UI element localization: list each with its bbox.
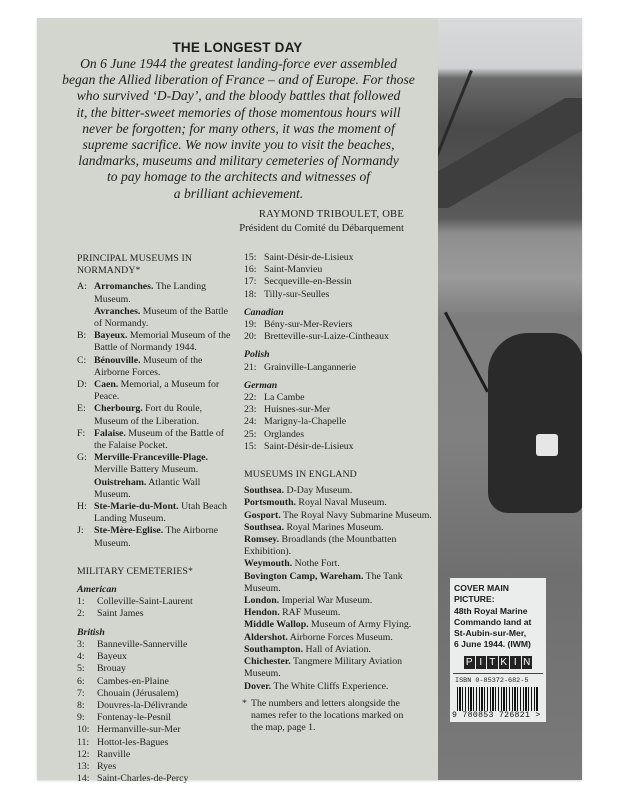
museum-place: Ste-Marie-du-Mont. bbox=[94, 501, 179, 513]
list-item bbox=[77, 712, 237, 724]
list-item: Middle Wallop. Museum of Army Flying. bbox=[244, 619, 412, 631]
location-number: 25: bbox=[244, 428, 257, 440]
museum-place: Romsey. bbox=[244, 534, 280, 546]
list-item bbox=[77, 749, 237, 761]
museum-place: Chichester. bbox=[244, 656, 291, 668]
cemetery-name: Brouay bbox=[97, 663, 126, 675]
list-item bbox=[77, 428, 237, 452]
intro-line: never be forgotten; for many others, it was the moment of bbox=[82, 120, 395, 136]
museum-text: Cherbourg. Fort du Roule, Museum of the Liberation. bbox=[94, 403, 203, 427]
cemeteries-heading: MILITARY CEMETERIES* bbox=[77, 565, 193, 577]
location-key: F: bbox=[77, 427, 86, 439]
museum-place: Aldershot. bbox=[244, 631, 288, 643]
list-item bbox=[77, 379, 237, 403]
list-item bbox=[77, 501, 237, 525]
list-item bbox=[244, 319, 434, 331]
museum-text: Ste-Mère-Eglise. The Airborne Museum. bbox=[94, 525, 218, 549]
signature bbox=[239, 208, 404, 236]
cemetery-name: Bayeux bbox=[97, 651, 127, 663]
list-item bbox=[77, 724, 237, 736]
location-number: 9: bbox=[77, 712, 85, 724]
cemetery-name: Hermanville-sur-Mer bbox=[97, 724, 181, 736]
list-item: Dover. The White Cliffs Experience. bbox=[244, 680, 389, 692]
text-panel bbox=[37, 18, 438, 785]
list-item bbox=[244, 289, 434, 301]
list-item: Chichester. Tangmere Military Aviation Museum. bbox=[244, 656, 403, 680]
museum-text: Arromanches. The Landing Museum. bbox=[94, 281, 207, 305]
mug bbox=[536, 434, 558, 456]
cemetery-group-canadian: Canadian bbox=[244, 306, 284, 318]
location-number: 8: bbox=[77, 699, 85, 711]
museum-place: Weymouth. bbox=[244, 558, 293, 570]
museum-place: Ste-Mère-Eglise. bbox=[94, 525, 164, 537]
location-key: H: bbox=[77, 501, 87, 513]
isbn: ISBN 0-85372-682-5 bbox=[455, 676, 529, 685]
intro-paragraph bbox=[51, 56, 426, 202]
museum-place: Gosport. bbox=[244, 509, 281, 521]
location-key: D: bbox=[77, 379, 87, 391]
location-number: 3: bbox=[77, 638, 85, 650]
list-item bbox=[77, 676, 237, 688]
list-item bbox=[244, 404, 434, 416]
list-item bbox=[77, 355, 237, 379]
intro-line: supreme sacrifice. We now invite you to visit the beaches, bbox=[82, 137, 395, 153]
cemetery-name: Huisnes-sur-Mer bbox=[264, 404, 331, 416]
list-item bbox=[77, 663, 237, 675]
cemetery-name: Banneville-Sannerville bbox=[97, 638, 188, 650]
list-item bbox=[244, 276, 434, 288]
museums-normandy-list bbox=[77, 281, 237, 549]
location-number: 17: bbox=[244, 276, 257, 288]
list-item bbox=[77, 639, 237, 651]
location-number: 14: bbox=[77, 773, 90, 785]
location-key: B: bbox=[77, 330, 87, 342]
location-number: 4: bbox=[77, 651, 85, 663]
cemetery-name: Bretteville-sur-Laize-Cintheaux bbox=[264, 331, 389, 343]
museums-england-heading: MUSEUMS IN ENGLAND bbox=[244, 469, 357, 481]
museum-place: Cherbourg. bbox=[94, 403, 143, 415]
cemetery-name: Ryes bbox=[97, 760, 117, 772]
cemetery-group-german: German bbox=[244, 379, 278, 391]
list-item bbox=[244, 331, 434, 343]
cemetery-name: Fontenay-le-Pesnil bbox=[97, 712, 172, 724]
left-column bbox=[77, 253, 237, 785]
cemetery-name: La Cambe bbox=[264, 392, 305, 404]
list-item: Portsmouth. Royal Naval Museum. bbox=[244, 497, 387, 509]
list-item bbox=[77, 651, 237, 663]
list-item bbox=[77, 688, 237, 700]
location-number: 22: bbox=[244, 392, 257, 404]
location-key: A: bbox=[77, 281, 87, 293]
cemetery-name: Saint-Manvieu bbox=[264, 264, 323, 276]
location-key: C: bbox=[77, 354, 87, 366]
list-item bbox=[77, 737, 237, 749]
location-number: 18: bbox=[244, 288, 257, 300]
location-number: 21: bbox=[244, 361, 257, 373]
museum-place: Falaise. bbox=[94, 427, 126, 439]
signature-role: Président du Comité du Débarquement bbox=[239, 223, 404, 234]
museum-place: Southsea. bbox=[244, 521, 285, 533]
museum-place: Middle Wallop. bbox=[244, 619, 309, 631]
location-key: J: bbox=[77, 525, 84, 537]
cemetery-name: Marigny-la-Chapelle bbox=[264, 416, 347, 428]
museum-text: Bayeux. Memorial Museum of the Battle of Normandy 1944. bbox=[94, 330, 231, 354]
cemetery-name: Hottot-les-Bagues bbox=[97, 736, 169, 748]
museum-text: Falaise. Museum of the Battle of the Falaise Pocket. bbox=[94, 427, 225, 452]
book-back-cover bbox=[37, 18, 582, 785]
location-number: 15: bbox=[244, 252, 257, 263]
list-item: Romsey. Broadlands (the Mountbatten Exhibition). bbox=[244, 534, 397, 558]
list-item: Hendon. RAF Museum. bbox=[244, 607, 341, 619]
list-item bbox=[244, 362, 434, 374]
location-key: E: bbox=[77, 403, 86, 415]
list-item bbox=[77, 330, 237, 354]
location-key bbox=[77, 477, 94, 501]
cemetery-group-american: American bbox=[77, 584, 117, 596]
museum-place: Arromanches. bbox=[94, 281, 154, 293]
barcode-number: 9 780853 726821 > bbox=[452, 710, 541, 720]
location-number: 7: bbox=[77, 687, 85, 699]
location-number: 6: bbox=[77, 675, 85, 687]
cemetery-name: Colleville-Saint-Laurent bbox=[97, 596, 193, 608]
location-number: 24: bbox=[244, 416, 257, 428]
museum-text: Ouistreham. Atlantic Wall Museum. bbox=[94, 476, 201, 500]
list-item bbox=[244, 441, 434, 453]
list-item: Aldershot. Airborne Forces Museum. bbox=[244, 631, 393, 643]
list-item bbox=[244, 252, 434, 264]
page-title: THE LONGEST DAY bbox=[172, 40, 303, 55]
cemetery-name: Saint-Désir-de-Lisieux bbox=[264, 440, 354, 452]
location-key bbox=[77, 306, 94, 330]
cemetery-group-british: British bbox=[77, 626, 105, 638]
divider bbox=[453, 673, 543, 674]
museum-text: Merville-Franceville-Plage. Merville Battery Museum. bbox=[94, 452, 208, 476]
cemetery-name: Ranville bbox=[97, 748, 131, 760]
intro-line: it, the bitter-sweet memories of those momentous hours will bbox=[76, 104, 401, 120]
cemetery-name: Saint-Désir-de-Lisieux bbox=[264, 252, 354, 263]
cemeteries-list-right bbox=[244, 252, 434, 453]
museum-text: Avranches. Museum of the Battle of Normandy. bbox=[94, 305, 228, 330]
list-item bbox=[77, 773, 237, 785]
list-item bbox=[77, 761, 237, 773]
location-number: 20: bbox=[244, 331, 257, 343]
location-number: 5: bbox=[77, 663, 85, 675]
museum-place: Bayeux. bbox=[94, 330, 128, 342]
museum-place: London. bbox=[244, 595, 280, 607]
rifle bbox=[444, 312, 489, 393]
intro-line: landmarks, museums and military cemeteries of Normandy bbox=[78, 153, 399, 169]
cemetery-name: Cambes-en-Plaine bbox=[97, 675, 169, 687]
location-number: 23: bbox=[244, 404, 257, 416]
location-number: 13: bbox=[77, 760, 90, 772]
list-item bbox=[77, 452, 237, 476]
cover-info-box bbox=[450, 578, 546, 722]
location-number: 16: bbox=[244, 264, 257, 276]
cemetery-name: Saint-Charles-de-Percy bbox=[97, 773, 189, 785]
cemetery-name: Chouain (Jérusalem) bbox=[97, 687, 179, 699]
museum-place: Southampton. bbox=[244, 643, 304, 655]
list-item: London. Imperial War Museum. bbox=[244, 595, 373, 607]
intro-line: a brilliant achievement. bbox=[173, 185, 304, 201]
cover-caption: COVER MAIN PICTURE: 48th Royal Marine Commando land at St-Aubin-sur-Mer, 6 June 1944. (IWM) bbox=[454, 583, 532, 650]
museums-normandy-heading: PRINCIPAL MUSEUMS IN NORMANDY* bbox=[77, 253, 193, 277]
location-number: 11: bbox=[77, 736, 90, 748]
list-item bbox=[244, 264, 434, 276]
list-item bbox=[77, 306, 237, 330]
footnote-text: The numbers and letters alongside the names refer to the locations marked on the map, page 1. bbox=[251, 698, 404, 734]
cemetery-name: Orglandes bbox=[264, 428, 305, 440]
location-number: 19: bbox=[244, 319, 257, 331]
asterisk: * bbox=[242, 698, 247, 709]
list-item: Southampton. Hall of Aviation. bbox=[244, 643, 371, 655]
list-item bbox=[77, 281, 237, 305]
list-item bbox=[77, 700, 237, 712]
footnote bbox=[242, 698, 412, 735]
cemetery-name: Bény-sur-Mer-Reviers bbox=[264, 319, 353, 331]
museum-place: Ouistreham. bbox=[94, 476, 147, 488]
museum-text: Caen. Memorial, a Museum for Peace. bbox=[94, 379, 220, 403]
museum-place: Avranches. bbox=[94, 305, 141, 317]
location-number: 2: bbox=[77, 608, 85, 620]
museum-place: Bénouville. bbox=[94, 354, 141, 366]
museum-place: Bovington Camp, Wareham. bbox=[244, 570, 364, 582]
location-number: 1: bbox=[77, 596, 85, 608]
museum-place: Portsmouth. bbox=[244, 497, 296, 509]
museum-place: Southsea. bbox=[244, 485, 285, 497]
location-number: 12: bbox=[77, 748, 90, 760]
intro-line: who survived ‘D-Day’, and the bloody battles that followed bbox=[76, 88, 401, 104]
museum-place: Hendon. bbox=[244, 607, 280, 619]
list-item: Southsea. D-Day Museum. bbox=[244, 485, 353, 497]
cemetery-name: Secqueville-en-Bessin bbox=[264, 276, 352, 288]
museum-text: Bénouville. Museum of the Airborne Forces. bbox=[94, 354, 203, 378]
list-item: Bovington Camp, Wareham. The Tank Museum. bbox=[244, 570, 403, 594]
cemetery-name: Grainville-Langannerie bbox=[264, 361, 356, 373]
museums-england-list bbox=[244, 485, 434, 692]
intro-line: began the Allied liberation of France – and of Europe. For those bbox=[62, 72, 415, 88]
list-item: Weymouth. Nothe Fort. bbox=[244, 558, 340, 570]
intro-line: to pay homage to the architects and witnesses of bbox=[106, 169, 371, 185]
museum-place: Dover. bbox=[244, 680, 272, 692]
signature-name: RAYMOND TRIBOULET, OBE bbox=[258, 209, 404, 220]
list-item bbox=[77, 596, 237, 608]
museum-place: Caen. bbox=[94, 379, 119, 391]
list-item: Southsea. Royal Marines Museum. bbox=[244, 521, 384, 533]
landing-craft-ramp bbox=[438, 98, 582, 208]
cemetery-name: Douvres-la-Délivrande bbox=[97, 699, 188, 711]
publisher-logo: P I T K I N bbox=[465, 656, 531, 668]
list-item: Gosport. The Royal Navy Submarine Museum. bbox=[244, 509, 432, 521]
list-item bbox=[244, 429, 434, 441]
list-item bbox=[244, 416, 434, 428]
cemetery-name: Saint James bbox=[97, 608, 144, 620]
right-column bbox=[244, 252, 434, 693]
list-item bbox=[244, 392, 434, 404]
intro-line: On 6 June 1944 the greatest landing-force ever assembled bbox=[80, 56, 397, 71]
cemetery-name: Tilly-sur-Seulles bbox=[264, 288, 330, 300]
location-number: 15: bbox=[244, 440, 257, 452]
list-item bbox=[77, 525, 237, 549]
location-number: 10: bbox=[77, 724, 90, 736]
cemeteries-list-left bbox=[77, 584, 237, 785]
list-item bbox=[77, 608, 237, 620]
list-item bbox=[77, 403, 237, 427]
barcode-icon bbox=[457, 687, 539, 711]
list-item bbox=[77, 477, 237, 501]
museum-place: Merville-Franceville-Plage. bbox=[94, 452, 208, 464]
location-key: G: bbox=[77, 452, 87, 464]
museum-text: Ste-Marie-du-Mont. Utah Beach Landing Museum. bbox=[94, 501, 228, 525]
cemetery-group-polish: Polish bbox=[244, 349, 270, 361]
soldier-figure bbox=[488, 333, 582, 513]
